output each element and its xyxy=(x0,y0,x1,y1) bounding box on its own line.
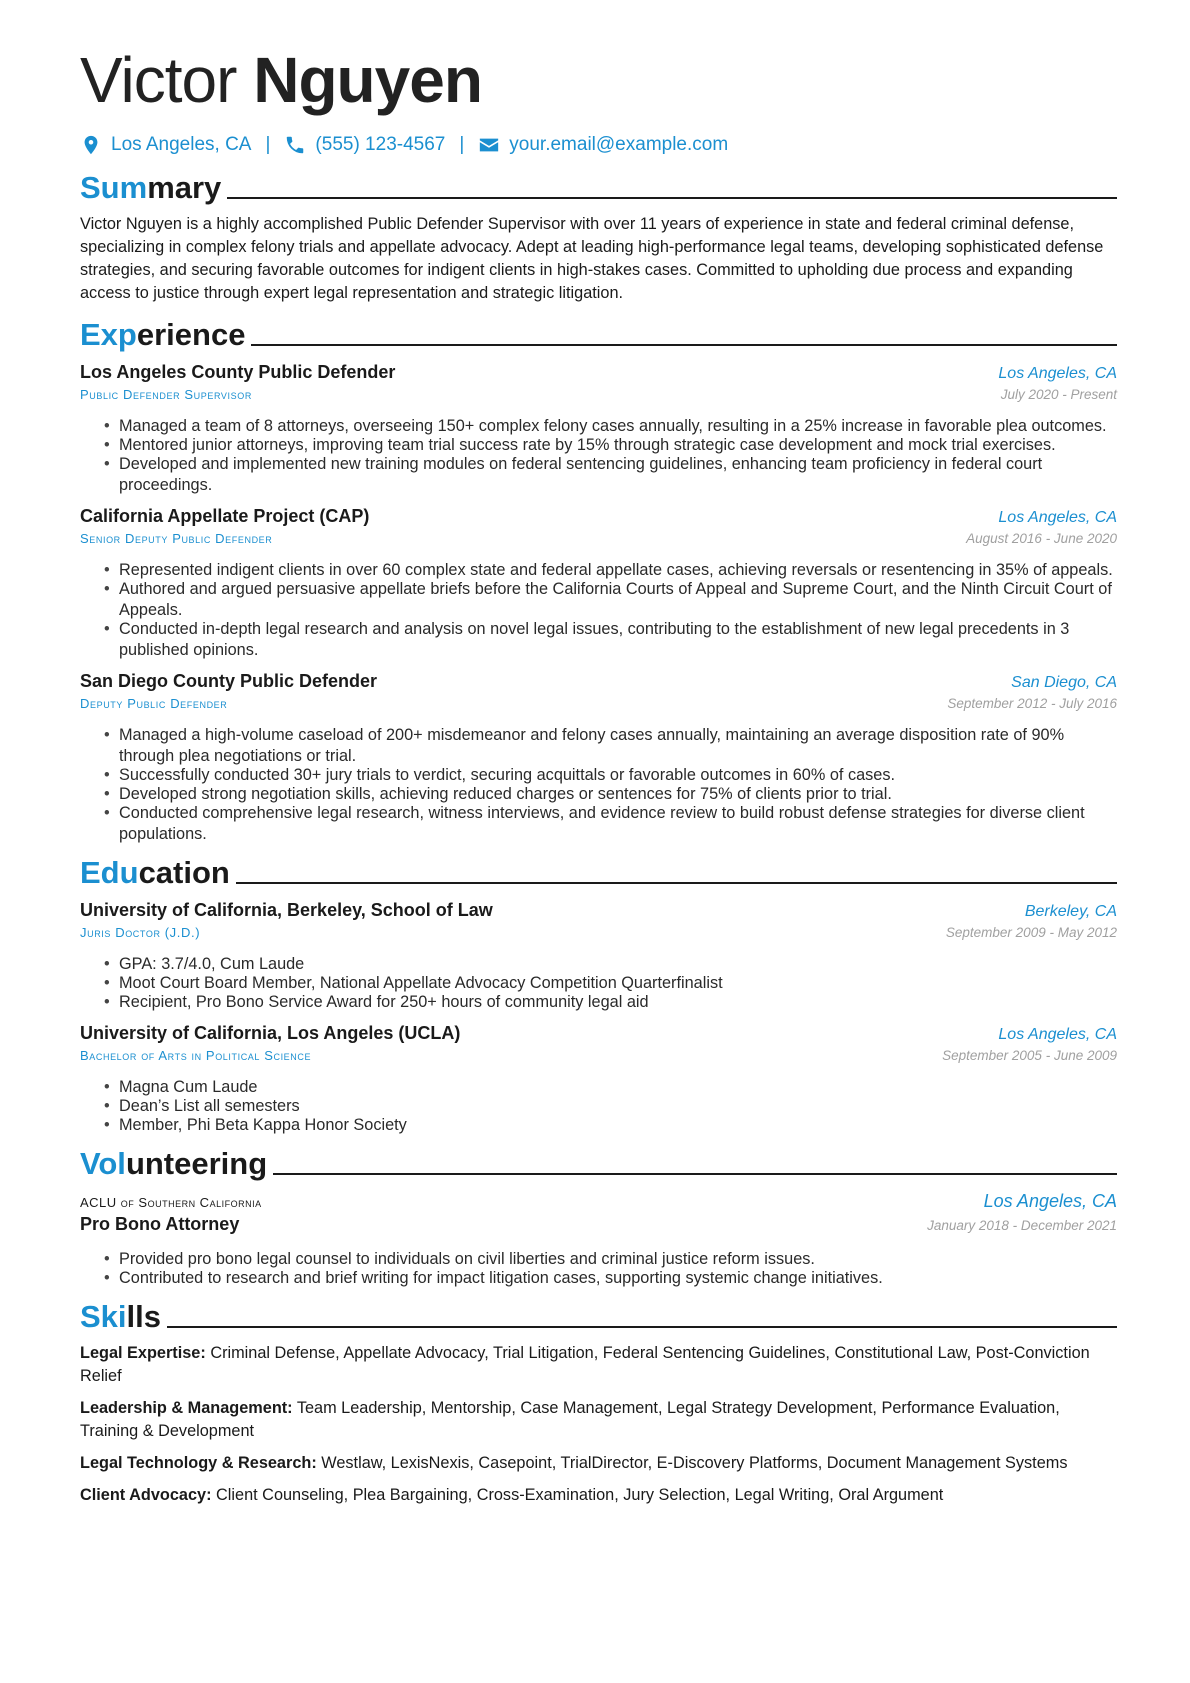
employer-name: California Appellate Project (CAP) xyxy=(80,506,370,526)
school-name: University of California, Los Angeles (UCLA) xyxy=(80,1023,461,1043)
contact-email[interactable] xyxy=(478,134,728,156)
heading-accent: Sum xyxy=(80,170,148,205)
entry-location: Los Angeles, CA xyxy=(998,509,1117,526)
heading-accent: Exp xyxy=(80,317,137,352)
entry-dates: September 2012 - July 2016 xyxy=(947,696,1117,711)
employer-name: Los Angeles County Public Defender xyxy=(80,362,396,382)
school-name: University of California, Berkeley, School of Law xyxy=(80,900,493,920)
education-heading xyxy=(80,857,1117,888)
entry-dates: January 2018 - December 2021 xyxy=(927,1218,1117,1233)
list-item: • GPA: 3.7/4.0, Cum Laude xyxy=(104,954,1117,975)
list-item: • Developed and implemented new training modules on federal sentencing guidelines, enhancing team proficiency in federal court proceedings. xyxy=(104,454,1117,496)
experience-entry xyxy=(80,362,1117,496)
bullet-list xyxy=(104,725,1117,845)
heading-rest: cation xyxy=(138,855,230,890)
section-rule xyxy=(227,197,1117,199)
bullet-list xyxy=(104,416,1117,496)
entry-dates: July 2020 - Present xyxy=(1000,387,1117,402)
list-item: • Member, Phi Beta Kappa Honor Society xyxy=(104,1115,1117,1136)
experience-entry xyxy=(80,506,1117,661)
location-text: Los Angeles, CA xyxy=(111,134,252,155)
section-rule xyxy=(167,1326,1117,1328)
skill-text: Team Leadership, Mentorship, Case Management, Legal Strategy Development, Performance Evaluation, Training & Development xyxy=(80,1399,1060,1440)
entry-dates: August 2016 - June 2020 xyxy=(966,531,1117,546)
skill-group xyxy=(80,1484,1117,1507)
list-item: • Dean’s List all semesters xyxy=(104,1096,1117,1117)
job-title: Public Defender Supervisor xyxy=(80,387,252,402)
skill-label: Client Advocacy: xyxy=(80,1486,212,1504)
list-item: • Represented indigent clients in over 60 complex state and federal appellate cases, achieving reversals or resentencing in 35% of appeals. xyxy=(104,560,1117,581)
bullet-list xyxy=(104,1077,1117,1136)
heading-accent: Edu xyxy=(80,855,139,890)
section-rule xyxy=(236,882,1117,884)
section-rule xyxy=(273,1173,1117,1175)
list-item: • Managed a high-volume caseload of 200+ misdemeanor and felony cases annually, maintaining an average disposition rate of 90% through plea negotiations or trial. xyxy=(104,725,1117,767)
last-name: Nguyen xyxy=(253,44,482,116)
skills-list xyxy=(80,1342,1117,1507)
employer-name: San Diego County Public Defender xyxy=(80,671,378,691)
heading-rest: unteering xyxy=(125,1146,268,1181)
degree: Juris Doctor (J.D.) xyxy=(80,925,201,940)
entry-location: Los Angeles, CA xyxy=(998,365,1117,382)
volunteering-entry xyxy=(80,1191,1117,1289)
list-item: • Moot Court Board Member, National Appellate Advocacy Competition Quarterfinalist xyxy=(104,973,1117,994)
list-item: • Conducted in-depth legal research and analysis on novel legal issues, contributing to the establishment of new legal precedents in 3 published opinions. xyxy=(104,619,1117,661)
email-link[interactable]: your.email@example.com xyxy=(509,134,729,155)
entry-dates: September 2009 - May 2012 xyxy=(945,925,1117,940)
entry-location: Los Angeles, CA xyxy=(998,1026,1117,1043)
degree: Bachelor of Arts in Political Science xyxy=(80,1048,312,1063)
skill-text: Westlaw, LexisNexis, Casepoint, TrialDirector, E-Discovery Platforms, Document Management Systems xyxy=(321,1454,1068,1472)
entry-dates: September 2005 - June 2009 xyxy=(942,1048,1117,1063)
contact-separator: | xyxy=(459,134,465,155)
experience-entry xyxy=(80,671,1117,845)
skill-group xyxy=(80,1342,1117,1388)
candidate-name xyxy=(80,44,1117,116)
contact-phone[interactable] xyxy=(284,134,445,156)
heading-rest: mary xyxy=(147,170,222,205)
envelope-icon xyxy=(478,134,500,156)
phone-icon xyxy=(284,134,306,156)
skill-label: Legal Technology & Research: xyxy=(80,1454,317,1472)
entry-location: Berkeley, CA xyxy=(1024,903,1117,920)
contact-separator: | xyxy=(265,134,271,155)
heading-accent: Vol xyxy=(80,1146,126,1181)
entry-location: San Diego, CA xyxy=(1011,674,1117,691)
skill-text: Criminal Defense, Appellate Advocacy, Trial Litigation, Federal Sentencing Guidelines, Constitutional Law, Post-Conviction Relief xyxy=(80,1344,1090,1385)
summary-heading xyxy=(80,172,1117,203)
contact-line xyxy=(80,134,1117,156)
list-item: • Provided pro bono legal counsel to individuals on civil liberties and criminal justice reform issues. xyxy=(104,1249,1117,1270)
education-entry xyxy=(80,1023,1117,1136)
volunteering-heading xyxy=(80,1148,1117,1179)
bullet-list xyxy=(104,560,1117,661)
bullet-list xyxy=(104,1249,1117,1289)
skill-text: Client Counseling, Plea Bargaining, Cross-Examination, Jury Selection, Legal Writing, Oral Argument xyxy=(216,1486,944,1504)
list-item: • Recipient, Pro Bono Service Award for 250+ hours of community legal aid xyxy=(104,992,1117,1013)
list-item: • Contributed to research and brief writing for impact litigation cases, supporting systemic change initiatives. xyxy=(104,1268,1117,1289)
heading-rest: erience xyxy=(136,317,246,352)
list-item: • Developed strong negotiation skills, achieving reduced charges or sentences for 75% of clients prior to trial. xyxy=(104,784,1117,805)
list-item: • Mentored junior attorneys, improving team trial success rate by 15% through strategic case development and mock trial exercises. xyxy=(104,435,1117,456)
skills-heading xyxy=(80,1301,1117,1332)
skill-label: Legal Expertise: xyxy=(80,1344,206,1362)
list-item: • Managed a team of 8 attorneys, overseeing 150+ complex felony cases annually, resulting in a 25% increase in favorable plea outcomes. xyxy=(104,416,1117,437)
skill-group xyxy=(80,1452,1117,1475)
job-title: Senior Deputy Public Defender xyxy=(80,531,273,546)
skill-label: Leadership & Management: xyxy=(80,1399,293,1417)
heading-accent: Ski xyxy=(80,1299,127,1334)
list-item: • Magna Cum Laude xyxy=(104,1077,1117,1098)
entry-location: Los Angeles, CA xyxy=(983,1191,1117,1211)
experience-heading xyxy=(80,319,1117,350)
list-item: • Successfully conducted 30+ jury trials to verdict, securing acquittals or favorable outcomes in 60% of cases. xyxy=(104,765,1117,786)
list-item: • Authored and argued persuasive appellate briefs before the California Courts of Appeal and Supreme Court, and the Ninth Circuit Court of Appeals. xyxy=(104,579,1117,621)
bullet-list xyxy=(104,954,1117,1013)
heading-rest: lls xyxy=(126,1299,161,1334)
skill-group xyxy=(80,1397,1117,1443)
section-rule xyxy=(251,344,1117,346)
list-item: • Conducted comprehensive legal research, witness interviews, and evidence review to build robust defense strategies for diverse client populations. xyxy=(104,803,1117,845)
first-name: Victor xyxy=(80,44,237,116)
phone-text: (555) 123-4567 xyxy=(315,134,446,155)
summary-text: Victor Nguyen is a highly accomplished Public Defender Supervisor with over 11 years of experience in state and federal criminal defense, specializing in complex felony trials and appellate advocacy. Adept at leading high-performance legal teams, developing sophisticated defense strategies, and securing favorable outcomes for indigent clients in high-stakes cases. Committed to upholding due process and expanding access to justice through expert legal representation and strategic litigation. xyxy=(80,215,1104,302)
volunteer-role: Pro Bono Attorney xyxy=(80,1214,240,1234)
map-pin-icon xyxy=(80,134,102,156)
job-title: Deputy Public Defender xyxy=(80,696,228,711)
contact-location xyxy=(80,134,251,156)
education-entry xyxy=(80,900,1117,1013)
volunteer-org: ACLU of Southern California xyxy=(80,1195,262,1210)
